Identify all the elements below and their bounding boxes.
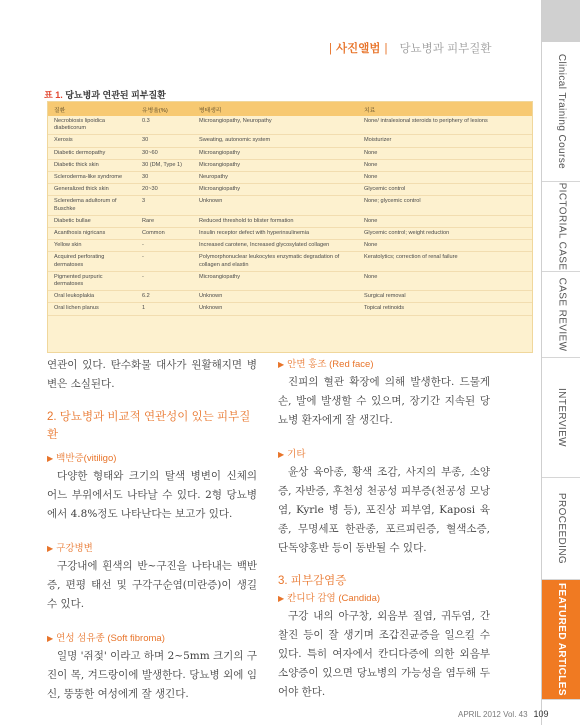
header-divider-right: | — [384, 43, 388, 55]
disease-table — [48, 102, 532, 316]
table-cell: Microangiopathy — [193, 271, 358, 290]
header-treatment: 치료 — [358, 102, 532, 116]
header-pathophysiology: 병태생리 — [193, 102, 358, 116]
table-cell: 0.3 — [136, 116, 193, 135]
section-heading-2: 2. 당뇨병과 비교적 연관성이 있는 피부질환 — [47, 411, 251, 441]
table-row — [48, 252, 532, 271]
table-cell: Microangiopathy, Neuropathy — [193, 116, 358, 135]
table-cell: Insulin receptor defect with hyperinsulinemia — [193, 228, 358, 240]
table-row — [48, 135, 532, 147]
table-row — [48, 240, 532, 252]
table-title: 당뇨병과 연관된 피부질환 — [65, 90, 166, 100]
table-cell: Scleredema adultorum of Buschke — [48, 196, 136, 215]
table-cell: Glycemic control; weight reduction — [358, 228, 532, 240]
table-cell: Reduced threshold to blister formation — [193, 215, 358, 227]
table-number: 표 1. — [44, 90, 63, 100]
table-row — [48, 159, 532, 171]
vitiligo-heading: ▶ 백반증(vitiligo) — [47, 453, 117, 464]
disease-table-box — [47, 101, 533, 353]
tab-pictorial-case[interactable]: PICTORIAL CASE — [542, 182, 580, 272]
table-caption — [44, 88, 166, 101]
table-cell: Increased carotene, Increased glycosylated collagen — [193, 240, 358, 252]
red-face-paragraph: 진피의 혈관 확장에 의해 발생한다. 드물게 손, 발에 발생할 수 있으며, 장기간 지속된 당뇨병 환자에게 잘 생긴다. — [278, 376, 490, 426]
tab-featured-articles[interactable]: FEATURED ARTICLES — [542, 580, 580, 700]
tab-interview[interactable]: INTERVIEW — [542, 358, 580, 478]
table-cell: Acquired perforating dermatoses — [48, 252, 136, 271]
table-cell: 30~60 — [136, 147, 193, 159]
left-column — [47, 356, 257, 704]
soft-fibroma-paragraph: 일명 '쥐젖' 이라고 하며 2~5mm 크기의 구진이 목, 겨드랑이에 발생한다. 당뇨병 외에 임신, 뚱뚱한 여성에게 잘 생긴다. — [47, 650, 257, 700]
table-cell: Diabetic bullae — [48, 215, 136, 227]
table-cell: - — [136, 271, 193, 290]
section-heading-3: 3. 피부감염증 — [278, 575, 347, 587]
table-row — [48, 172, 532, 184]
header-disease: 질환 — [48, 102, 136, 116]
table-cell: Xerosis — [48, 135, 136, 147]
table-cell: Sweating, autonomic system — [193, 135, 358, 147]
right-column — [278, 356, 490, 702]
table-cell: Polymorphonuclear leukocytes enzymatic degradation of collagen and elastin — [193, 252, 358, 271]
table-cell: None — [358, 215, 532, 227]
table-row — [48, 291, 532, 303]
table-cell: 30 — [136, 135, 193, 147]
section-title: 사진앨범 — [336, 43, 381, 55]
issue-label: APRIL 2012 Vol. 43 — [458, 710, 528, 719]
tab-case-review[interactable]: CASE REVIEW — [542, 272, 580, 358]
triangle-bullet-icon: ▶ — [278, 450, 285, 459]
table-cell: Rare — [136, 215, 193, 227]
page-number: 109 — [533, 709, 549, 719]
table-cell: 30 (DM, Type 1) — [136, 159, 193, 171]
table-cell: Common — [136, 228, 193, 240]
table-cell: 30 — [136, 172, 193, 184]
table-cell: None — [358, 159, 532, 171]
table-cell: Neuropathy — [193, 172, 358, 184]
header-divider-left: | — [329, 43, 332, 55]
table-cell: Glycemic control — [358, 184, 532, 196]
page-footer — [458, 709, 549, 719]
triangle-bullet-icon: ▶ — [47, 634, 54, 643]
header-prevalence: 유병율(%) — [136, 102, 193, 116]
triangle-bullet-icon: ▶ — [47, 454, 54, 463]
table-cell: Diabetic thick skin — [48, 159, 136, 171]
etc-heading: ▶ 기타 — [278, 449, 306, 460]
table-cell: Microangiopathy — [193, 159, 358, 171]
table-row — [48, 215, 532, 227]
table-row — [48, 147, 532, 159]
table-cell: Yellow skin — [48, 240, 136, 252]
table-cell: None; glycemic control — [358, 196, 532, 215]
section-subtitle: 당뇨병과 피부질환 — [399, 43, 492, 55]
table-cell: Acanthosis nigricans — [48, 228, 136, 240]
red-face-heading: ▶ 안면 홍조 (Red face) — [278, 359, 374, 370]
oral-lesion-paragraph: 구강내에 흰색의 반~구진을 나타내는 백반증, 편평 태선 및 구각구순염(미란증)이 생길 수 있다. — [47, 560, 257, 610]
table-cell: None/ intralesional steroids to periphery of lesions — [358, 116, 532, 135]
table-cell: - — [136, 252, 193, 271]
triangle-bullet-icon: ▶ — [278, 360, 285, 369]
oral-lesion-heading: ▶ 구강병변 — [47, 543, 93, 554]
table-row — [48, 116, 532, 135]
table-cell: Surgical removal — [358, 291, 532, 303]
table-cell: Pigmented purpuric dermatoses — [48, 271, 136, 290]
table-row — [48, 303, 532, 315]
table-cell: Microangiopathy — [193, 147, 358, 159]
table-cell: Moisturizer — [358, 135, 532, 147]
page-header — [325, 40, 492, 56]
table-cell: 20~30 — [136, 184, 193, 196]
section-tabs — [541, 0, 580, 725]
triangle-bullet-icon: ▶ — [47, 544, 54, 553]
table-cell: 6.2 — [136, 291, 193, 303]
table-cell: Unknown — [193, 303, 358, 315]
table-cell: Keratolytics; correction of renal failure — [358, 252, 532, 271]
table-cell: None — [358, 172, 532, 184]
table-cell: Oral leukoplakia — [48, 291, 136, 303]
table-cell: Generalized thick skin — [48, 184, 136, 196]
tab-clinical-training-course[interactable]: Clinical Training Course — [542, 42, 580, 182]
table-cell: Necrobiosis lipoidica diabeticorum — [48, 116, 136, 135]
table-cell: Unknown — [193, 196, 358, 215]
soft-fibroma-heading: ▶ 연성 섬유종 (Soft fibroma) — [47, 633, 165, 644]
table-cell: None — [358, 147, 532, 159]
candida-heading: ▶ 칸디다 감염 (Candida) — [278, 593, 381, 604]
table-cell: Microangiopathy — [193, 184, 358, 196]
tab-top-block — [542, 0, 580, 42]
candida-paragraph: 구강 내의 아구창, 외음부 질염, 귀두염, 간찰진 등이 잘 생기며 조갑진균증을 일으킬 수 있다. 특히 여자에서 칸디다증에 의한 외음부 소양증이 있으면 당뇨병의 가능성을 염두해 두어야 한다. — [278, 610, 490, 698]
table-cell: 3 — [136, 196, 193, 215]
table-cell: None — [358, 271, 532, 290]
table-cell: - — [136, 240, 193, 252]
tab-proceeding[interactable]: PROCEEDING — [542, 478, 580, 580]
table-row — [48, 196, 532, 215]
table-cell: 1 — [136, 303, 193, 315]
table-header-row — [48, 102, 532, 116]
table-row — [48, 228, 532, 240]
table-cell: Oral lichen planus — [48, 303, 136, 315]
table-row — [48, 184, 532, 196]
table-cell: Scleroderma-like syndrome — [48, 172, 136, 184]
table-cell: None — [358, 240, 532, 252]
etc-paragraph: 윤상 육아종, 황색 조감, 사지의 부종, 소양증, 자반증, 후천성 천공성 피부증(천공성 모낭염, Kyrle 병 등), 포진상 피부염, Kaposi 육종, 무명세포 한관종, 포르피린증, 혈색소증, 단독양홍반 등이 동반될 수 있다. — [278, 466, 490, 554]
table-cell: Unknown — [193, 291, 358, 303]
intro-paragraph: 연관이 있다. 탄수화물 대사가 원활해지면 병변은 소실된다. — [47, 359, 257, 390]
triangle-bullet-icon: ▶ — [278, 594, 285, 603]
table-row — [48, 271, 532, 290]
vitiligo-paragraph: 다양한 형태와 크기의 탈색 병변이 신체의 어느 부위에서도 나타날 수 있다. 2형 당뇨병에서 4.8%정도 나타난다는 보고가 있다. — [47, 470, 257, 520]
table-cell: Diabetic dermopathy — [48, 147, 136, 159]
table-cell: Topical retinoids — [358, 303, 532, 315]
